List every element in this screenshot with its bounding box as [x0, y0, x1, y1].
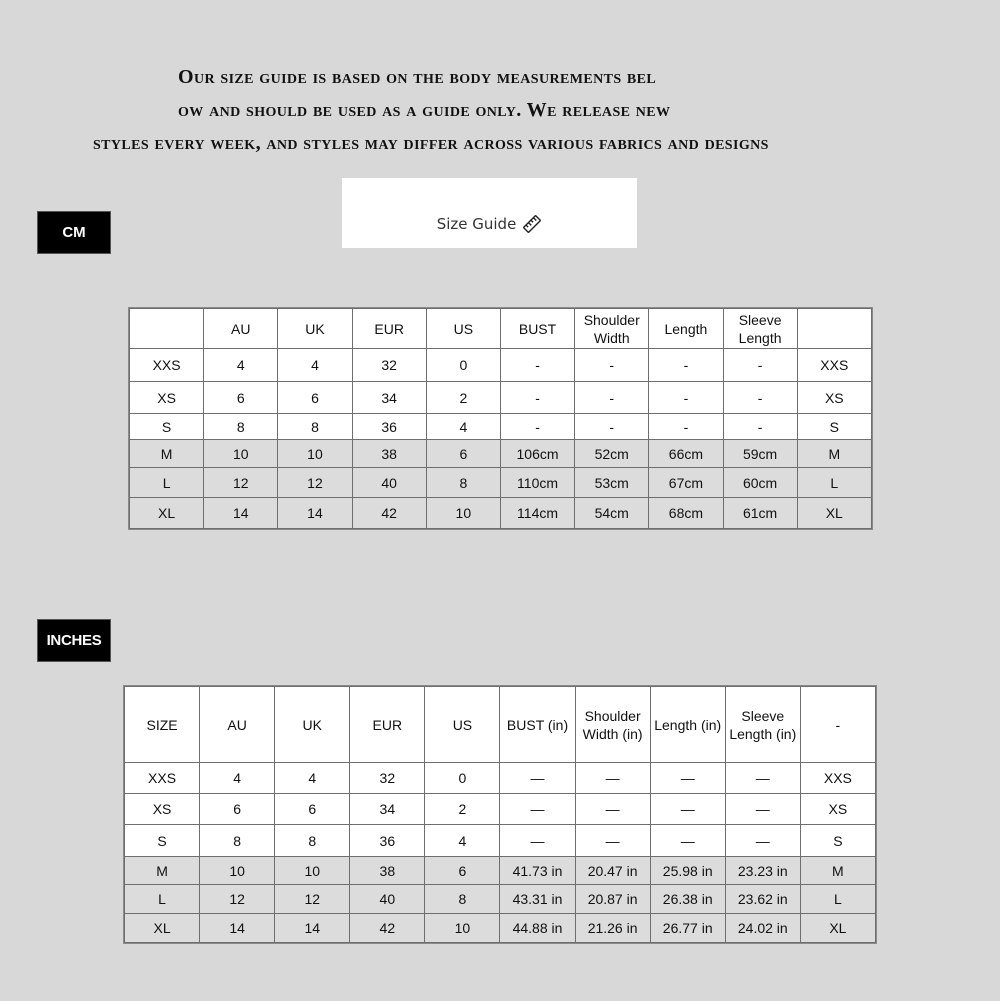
header-cell: EUR: [350, 687, 425, 763]
size-label-cell: M: [130, 440, 204, 468]
header-cell: Shoulder Width (in): [575, 687, 650, 763]
table-cell: —: [575, 763, 650, 794]
table-row: [130, 382, 872, 414]
table-cell: -: [575, 382, 649, 414]
table-cell: 40: [352, 468, 426, 498]
table-cell: 34: [352, 382, 426, 414]
table-cell: —: [650, 763, 725, 794]
header-cell: [130, 309, 204, 349]
table-cell: 0: [426, 349, 500, 382]
header-cell: Length (in): [650, 687, 725, 763]
table-cell: 42: [352, 498, 426, 529]
table-cell: 10: [275, 857, 350, 885]
size-label-cell: S: [797, 414, 871, 440]
table-cell: 21.26 in: [575, 914, 650, 943]
table-cell: 14: [204, 498, 278, 529]
table-cell: 106cm: [500, 440, 574, 468]
size-label-cell: XXS: [130, 349, 204, 382]
table-cell: 6: [278, 382, 352, 414]
table-cell: 6: [426, 440, 500, 468]
table-cell: 66cm: [649, 440, 723, 468]
table-cell: 2: [426, 382, 500, 414]
table-cell: 8: [204, 414, 278, 440]
table-cell: 2: [425, 794, 500, 825]
header-cell: Length: [649, 309, 723, 349]
header-cell: AU: [200, 687, 275, 763]
table-cell: —: [500, 825, 575, 857]
size-label-cell: XS: [800, 794, 875, 825]
table-row: [130, 468, 872, 498]
table-cell: 4: [278, 349, 352, 382]
header-cell: BUST: [500, 309, 574, 349]
size-label-cell: XL: [797, 498, 871, 529]
table-cell: 36: [352, 414, 426, 440]
table-cell: 4: [204, 349, 278, 382]
table-cell: —: [725, 763, 800, 794]
size-guide-banner: [342, 178, 637, 248]
table-row: [130, 440, 872, 468]
table-cell: 68cm: [649, 498, 723, 529]
table-cell: 38: [352, 440, 426, 468]
size-label-cell: L: [125, 885, 200, 914]
table-row: [125, 794, 876, 825]
table-cell: 14: [200, 914, 275, 943]
table-cell: —: [725, 794, 800, 825]
inches-unit-badge: INCHES: [37, 619, 111, 662]
table-cell: 4: [426, 414, 500, 440]
header-cell: AU: [204, 309, 278, 349]
table-cell: 44.88 in: [500, 914, 575, 943]
table-cell: 26.38 in: [650, 885, 725, 914]
table-cell: 10: [200, 857, 275, 885]
table-row: [125, 763, 876, 794]
table-cell: 20.87 in: [575, 885, 650, 914]
table-cell: 4: [275, 763, 350, 794]
table-cell: 10: [204, 440, 278, 468]
inches-size-table: [124, 686, 876, 943]
table-cell: 6: [200, 794, 275, 825]
table-row: [125, 885, 876, 914]
header-cell: [797, 309, 871, 349]
table-cell: —: [500, 794, 575, 825]
header-cell: UK: [278, 309, 352, 349]
table-cell: 24.02 in: [725, 914, 800, 943]
table-cell: 52cm: [575, 440, 649, 468]
size-label-cell: M: [800, 857, 875, 885]
size-label-cell: XS: [125, 794, 200, 825]
table-cell: 6: [275, 794, 350, 825]
table-cell: -: [723, 414, 797, 440]
table-cell: -: [500, 349, 574, 382]
header-cell: Sleeve Length: [723, 309, 797, 349]
header-cell: EUR: [352, 309, 426, 349]
table-cell: —: [650, 825, 725, 857]
table-cell: 12: [200, 885, 275, 914]
table-cell: 54cm: [575, 498, 649, 529]
table-cell: 42: [350, 914, 425, 943]
size-label-cell: M: [125, 857, 200, 885]
table-cell: 43.31 in: [500, 885, 575, 914]
table-cell: 20.47 in: [575, 857, 650, 885]
table-cell: -: [723, 382, 797, 414]
header-cell: Sleeve Length (in): [725, 687, 800, 763]
table-cell: -: [500, 382, 574, 414]
table-row: [125, 914, 876, 943]
table-cell: 32: [350, 763, 425, 794]
table-cell: 8: [426, 468, 500, 498]
table-cell: 8: [275, 825, 350, 857]
intro-line-2: ow and should be used as a guide only. We release new: [178, 99, 671, 121]
size-label-cell: S: [800, 825, 875, 857]
intro-line-3: styles every week, and styles may differ across various fabrics and designs: [93, 132, 769, 154]
table-cell: 32: [352, 349, 426, 382]
cm-size-table: [129, 308, 872, 529]
size-label-cell: XS: [130, 382, 204, 414]
header-cell: Shoulder Width: [575, 309, 649, 349]
table-cell: 36: [350, 825, 425, 857]
table-cell: 4: [200, 763, 275, 794]
table-cell: 0: [425, 763, 500, 794]
header-cell: SIZE: [125, 687, 200, 763]
table-cell: 23.62 in: [725, 885, 800, 914]
table-cell: 110cm: [500, 468, 574, 498]
size-label-cell: S: [130, 414, 204, 440]
table-cell: 8: [278, 414, 352, 440]
table-cell: 14: [275, 914, 350, 943]
table-cell: —: [500, 763, 575, 794]
size-label-cell: L: [800, 885, 875, 914]
table-cell: 14: [278, 498, 352, 529]
table-cell: —: [575, 794, 650, 825]
size-label-cell: S: [125, 825, 200, 857]
table-cell: -: [723, 349, 797, 382]
size-label-cell: XS: [797, 382, 871, 414]
size-label-cell: XXS: [125, 763, 200, 794]
size-label-cell: XL: [125, 914, 200, 943]
table-cell: —: [725, 825, 800, 857]
table-cell: -: [649, 382, 723, 414]
table-cell: 12: [275, 885, 350, 914]
table-cell: -: [649, 414, 723, 440]
table-cell: —: [575, 825, 650, 857]
size-label-cell: XXS: [800, 763, 875, 794]
table-cell: 4: [425, 825, 500, 857]
table-row: [130, 498, 872, 529]
table-cell: 61cm: [723, 498, 797, 529]
table-cell: 6: [204, 382, 278, 414]
table-cell: -: [500, 414, 574, 440]
table-cell: -: [649, 349, 723, 382]
header-cell: UK: [275, 687, 350, 763]
table-cell: 40: [350, 885, 425, 914]
table-header-row: [130, 309, 872, 349]
table-cell: 12: [278, 468, 352, 498]
header-cell: US: [426, 309, 500, 349]
table-cell: 38: [350, 857, 425, 885]
table-row: [130, 414, 872, 440]
header-cell: BUST (in): [500, 687, 575, 763]
header-cell: US: [425, 687, 500, 763]
table-header-row: [125, 687, 876, 763]
table-cell: 67cm: [649, 468, 723, 498]
ruler-icon: [522, 214, 542, 234]
table-cell: -: [575, 349, 649, 382]
table-row: [125, 825, 876, 857]
table-row: [125, 857, 876, 885]
table-cell: 41.73 in: [500, 857, 575, 885]
table-cell: 10: [278, 440, 352, 468]
size-label-cell: L: [130, 468, 204, 498]
size-guide-label: Size Guide: [436, 215, 517, 233]
table-cell: 10: [425, 914, 500, 943]
table-cell: 6: [425, 857, 500, 885]
table-cell: 59cm: [723, 440, 797, 468]
table-cell: 34: [350, 794, 425, 825]
size-label-cell: XL: [130, 498, 204, 529]
table-cell: 23.23 in: [725, 857, 800, 885]
table-cell: 12: [204, 468, 278, 498]
size-label-cell: XL: [800, 914, 875, 943]
table-cell: -: [575, 414, 649, 440]
table-cell: —: [650, 794, 725, 825]
table-cell: 114cm: [500, 498, 574, 529]
size-label-cell: L: [797, 468, 871, 498]
table-cell: 8: [200, 825, 275, 857]
table-cell: 26.77 in: [650, 914, 725, 943]
table-cell: 53cm: [575, 468, 649, 498]
size-label-cell: XXS: [797, 349, 871, 382]
size-label-cell: M: [797, 440, 871, 468]
table-cell: 60cm: [723, 468, 797, 498]
table-cell: 25.98 in: [650, 857, 725, 885]
table-cell: 10: [426, 498, 500, 529]
header-cell: -: [800, 687, 875, 763]
intro-line-1: Our size guide is based on the body measurements bel: [178, 66, 657, 88]
table-row: [130, 349, 872, 382]
cm-unit-badge: CM: [37, 211, 111, 254]
table-cell: 8: [425, 885, 500, 914]
